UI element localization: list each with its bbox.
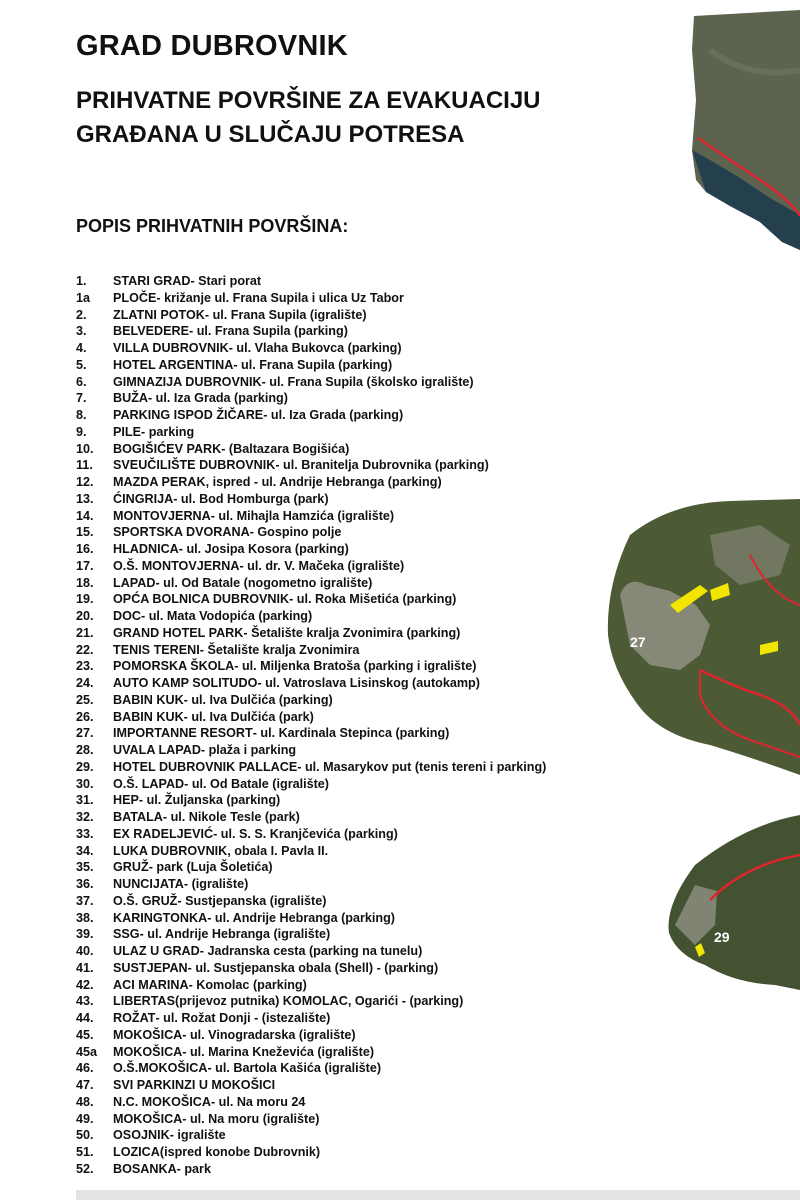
- item-number: 36.: [76, 877, 94, 891]
- list-item: [76, 273, 546, 290]
- item-name: O.Š. LAPAD: [113, 776, 185, 791]
- item-number: 51.: [76, 1145, 94, 1159]
- item-name: TENIS TERENI: [113, 642, 200, 657]
- item-location: - križanje ul. Frana Supila i ulica Uz Tabor: [156, 290, 404, 305]
- item-number: 16.: [76, 542, 94, 556]
- item-number: 48.: [76, 1094, 94, 1109]
- item-name: BABIN KUK: [113, 709, 184, 724]
- item-name: PARKING ISPOD ŽIČARE: [113, 408, 264, 422]
- item-name: VILLA DUBROVNIK: [113, 341, 229, 355]
- item-number: 1a: [76, 290, 91, 305]
- item-number: 29.: [76, 759, 94, 774]
- item-location: - ul. S. S. Kranjčevića (parking): [213, 826, 398, 841]
- list-item: [76, 926, 546, 943]
- item-location: - ul. Sustjepanska obala (Shell) - (parking): [187, 960, 439, 975]
- item-location: - ul. Andrije Hebranga (parking): [207, 910, 395, 925]
- item-name: BOGIŠIĆEV PARK: [113, 441, 222, 456]
- list-item: [76, 474, 546, 491]
- item-number: 49.: [76, 1111, 94, 1126]
- map-label-29: 29: [714, 929, 730, 945]
- item-number: 38.: [76, 910, 94, 925]
- item-name: MOKOŠICA: [113, 1027, 183, 1042]
- item-location: (prijevoz putnika) KOMOLAC, Ogarići - (parking): [175, 994, 464, 1009]
- item-number: 34.: [76, 843, 94, 858]
- item-name: AUTO KAMP SOLITUDO: [113, 676, 258, 690]
- item-name: HEP: [113, 793, 139, 808]
- item-location: - Sustjepanska (igralište): [177, 893, 327, 908]
- item-number: 41.: [76, 960, 94, 975]
- item-location: - ul. Frana Supila (školsko igralište): [261, 374, 474, 389]
- item-name: POMORSKA ŠKOLA: [113, 659, 235, 674]
- list-item: [76, 910, 546, 927]
- item-location: - ul. Mata Vodopića (parking): [141, 609, 313, 623]
- item-name: GRUŽ: [113, 860, 149, 875]
- item-name: BATALA: [113, 810, 163, 824]
- item-location: - ul. Od Batale (nogometno igralište): [155, 575, 373, 590]
- list-item: [76, 625, 546, 642]
- item-location: - ul. Frana Supila (parking): [189, 324, 348, 339]
- map-label-27: 27: [630, 634, 646, 650]
- item-location: - ul. Frana Supila (igralište): [204, 307, 367, 322]
- item-location: - ul. Kardinala Stepinca (parking): [252, 726, 450, 741]
- item-name: OPĆA BOLNICA DUBROVNIK: [113, 592, 290, 607]
- item-location: , ispred - ul. Andrije Hebranga (parking): [205, 475, 442, 489]
- item-name: MOKOŠICA: [113, 1044, 183, 1059]
- item-number: 12.: [76, 475, 94, 489]
- item-name: KARINGTONKA: [113, 910, 208, 925]
- list-item: [76, 1010, 546, 1027]
- evacuation-area-list: [76, 273, 546, 1178]
- list-item: [76, 407, 546, 424]
- item-number: 31.: [76, 793, 94, 808]
- item-name: LUKA DUBROVNIK: [113, 843, 228, 858]
- list-item: [76, 374, 546, 391]
- item-number: 50.: [76, 1128, 94, 1143]
- item-number: 10.: [76, 441, 94, 456]
- item-number: 24.: [76, 676, 94, 690]
- item-name: BELVEDERE: [113, 324, 190, 339]
- item-number: 4.: [76, 341, 87, 355]
- list-item: [76, 658, 546, 675]
- item-location: - ul. Iva Dulčića (park): [183, 709, 314, 724]
- item-location: - ul. Josipa Kosora (parking): [178, 542, 349, 556]
- list-item: [76, 893, 546, 910]
- map-fragment-top: [690, 10, 800, 250]
- item-number: 45a: [76, 1044, 98, 1059]
- list-item: [76, 642, 546, 659]
- list-item: [76, 742, 546, 759]
- item-name: LOZICA: [113, 1145, 160, 1159]
- item-name: MAZDA PERAK: [113, 475, 206, 489]
- item-number: 22.: [76, 642, 94, 657]
- list-item: [76, 457, 546, 474]
- map-fragment-babin-kuk: [655, 815, 800, 990]
- item-name: BUŽA: [113, 391, 148, 406]
- list-item: [76, 575, 546, 592]
- item-name: EX RADELJEVIĆ: [113, 826, 214, 841]
- item-number: 43.: [76, 994, 94, 1009]
- item-location: - ul. Vatroslava Lisinskog (autokamp): [257, 676, 480, 690]
- item-location: - (Baltazara Bogišića): [221, 441, 350, 456]
- item-name: STARI GRAD: [113, 274, 191, 288]
- item-name: HOTEL DUBROVNIK PALLACE: [113, 759, 298, 774]
- item-number: 26.: [76, 709, 94, 724]
- list-item: [76, 1144, 546, 1161]
- item-name: LAPAD: [113, 575, 156, 590]
- list-item: [76, 1060, 546, 1077]
- item-location: - ul. Frana Supila (parking): [233, 357, 393, 372]
- item-location: - Gospino polje: [249, 525, 342, 540]
- item-number: 17.: [76, 558, 94, 573]
- item-number: 14.: [76, 508, 94, 523]
- item-name: MONTOVJERNA: [113, 508, 211, 523]
- list-item: [76, 977, 546, 994]
- item-location: - plaža i parking: [200, 743, 297, 757]
- item-number: 13.: [76, 491, 94, 506]
- item-location: - ul. Roka Mišetića (parking): [289, 592, 457, 607]
- item-location: - ul. Miljenka Bratoša (parking i igralište): [234, 659, 477, 674]
- item-number: 44.: [76, 1011, 94, 1025]
- item-name: SVI PARKINZI U MOKOŠICI: [113, 1078, 276, 1092]
- list-item: [76, 524, 546, 541]
- list-item: [76, 960, 546, 977]
- item-location: - Jadranska cesta (parking na tunelu): [199, 944, 423, 958]
- item-name: IMPORTANNE RESORT: [113, 726, 253, 741]
- list-item: [76, 826, 546, 843]
- item-location: - ul. Andrije Hebranga (igralište): [139, 927, 331, 942]
- item-location: - ul. Vlaha Bukovca (parking): [228, 341, 402, 355]
- list-item: [76, 323, 546, 340]
- list-item: [76, 357, 546, 374]
- item-number: 23.: [76, 659, 94, 674]
- item-location: - ul. Marina Kneževića (igralište): [182, 1044, 375, 1059]
- list-item: [76, 508, 546, 525]
- list-item: [76, 809, 546, 826]
- list-item: [76, 792, 546, 809]
- item-name: HLADNICA: [113, 542, 179, 556]
- item-location: - ul. Žuljanska (parking): [138, 793, 281, 808]
- item-name: GRAND HOTEL PARK: [113, 625, 244, 640]
- item-location: - ul. Od Batale (igralište): [184, 776, 329, 791]
- list-item: [76, 1161, 546, 1178]
- item-location: - (igralište): [183, 877, 249, 891]
- item-name: DOC: [113, 609, 141, 623]
- item-number: 1.: [76, 274, 87, 288]
- list-item: [76, 290, 546, 307]
- list-item: [76, 876, 546, 893]
- item-location: - ul. Bod Homburga (park): [173, 491, 329, 506]
- item-name: GIMNAZIJA DUBROVNIK: [113, 374, 262, 389]
- list-item: [76, 1077, 546, 1094]
- item-name: SVEUČILIŠTE DUBROVNIK: [113, 458, 276, 473]
- item-number: 42.: [76, 977, 94, 992]
- item-number: 6.: [76, 374, 87, 389]
- item-name: ROŽAT: [113, 1011, 156, 1025]
- item-location: - ul. Rožat Donji - (istezalište): [155, 1011, 331, 1025]
- list-item: [76, 993, 546, 1010]
- list-item: [76, 859, 546, 876]
- item-name: LIBERTAS: [113, 994, 176, 1009]
- page-title: GRAD DUBROVNIK: [76, 30, 348, 62]
- item-number: 32.: [76, 810, 94, 824]
- item-location: - ul. Nikole Tesle (park): [162, 810, 300, 824]
- item-location: - ul. Vinogradarska (igralište): [182, 1027, 356, 1042]
- list-item: [76, 491, 546, 508]
- item-location: - ul. Iza Grada (parking): [263, 408, 404, 422]
- item-number: 3.: [76, 324, 87, 339]
- item-location: - park: [176, 1161, 211, 1176]
- item-location: - ul. Masarykov put (tenis tereni i parking): [297, 759, 547, 774]
- item-number: 15.: [76, 525, 94, 540]
- item-location: - ul. Na moru 24: [210, 1094, 306, 1109]
- item-number: 25.: [76, 692, 94, 707]
- item-name: ĆINGRIJA: [113, 491, 174, 506]
- item-location: - Komolac (parking): [188, 977, 307, 992]
- item-location: - Šetalište kralja Zvonimira: [199, 642, 360, 657]
- list-item: [76, 340, 546, 357]
- item-number: 33.: [76, 826, 94, 841]
- item-location: - ul. Iza Grada (parking): [147, 391, 288, 406]
- list-item: [76, 675, 546, 692]
- item-name: O.Š. MONTOVJERNA: [113, 558, 240, 573]
- item-location: - ul. Iva Dulčića (parking): [183, 692, 333, 707]
- list-item: [76, 558, 546, 575]
- item-number: 45.: [76, 1027, 94, 1042]
- list-item: [76, 1044, 546, 1061]
- item-number: 35.: [76, 860, 94, 875]
- item-name: ZLATNI POTOK: [113, 307, 205, 322]
- item-location: (ispred konobe Dubrovnik): [159, 1145, 321, 1159]
- list-item: [76, 725, 546, 742]
- item-name: O.Š.MOKOŠICA: [113, 1061, 208, 1076]
- item-name: BABIN KUK: [113, 692, 184, 707]
- item-name: HOTEL ARGENTINA: [113, 357, 234, 372]
- item-number: 19.: [76, 592, 94, 607]
- item-number: 37.: [76, 893, 94, 908]
- item-location: - ul. dr. V. Mačeka (igralište): [239, 558, 405, 573]
- list-item: [76, 1127, 546, 1144]
- list-item: [76, 692, 546, 709]
- list-item: [76, 591, 546, 608]
- footer-band: [76, 1190, 800, 1200]
- item-number: 8.: [76, 408, 87, 422]
- list-item: [76, 541, 546, 558]
- subtitle-line-1: PRIHVATNE POVRŠINE ZA EVAKUACIJU: [76, 87, 541, 114]
- list-item: [76, 441, 546, 458]
- item-name: ULAZ U GRAD: [113, 944, 200, 958]
- item-number: 40.: [76, 944, 94, 958]
- item-number: 2.: [76, 307, 87, 322]
- item-name: SUSTJEPAN: [113, 960, 188, 975]
- list-item: [76, 943, 546, 960]
- item-number: 27.: [76, 726, 94, 741]
- item-number: 46.: [76, 1061, 94, 1076]
- item-name: O.Š. GRUŽ: [113, 893, 178, 908]
- item-name: SSG: [113, 927, 140, 942]
- item-number: 9.: [76, 424, 87, 439]
- item-number: 30.: [76, 776, 94, 791]
- list-item: [76, 843, 546, 860]
- item-location: - ul. Bartola Kašića (igralište): [207, 1061, 382, 1076]
- list-item: [76, 759, 546, 776]
- page-subtitle: [76, 84, 676, 152]
- list-item: [76, 1027, 546, 1044]
- list-item: [76, 424, 546, 441]
- list-item: [76, 776, 546, 793]
- item-location: - Stari porat: [190, 274, 262, 288]
- item-name: SPORTSKA DVORANA: [113, 525, 250, 540]
- item-name: PLOČE: [113, 290, 157, 305]
- subtitle-line-2: GRAĐANA U SLUČAJU POTRESA: [76, 121, 465, 148]
- item-name: N.C. MOKOŠICA: [113, 1094, 211, 1109]
- list-item: [76, 709, 546, 726]
- list-item: [76, 307, 546, 324]
- item-location: - ul. Branitelja Dubrovnika (parking): [275, 458, 489, 473]
- item-number: 11.: [76, 458, 93, 473]
- item-location: , obala I. Pavla II.: [227, 843, 329, 858]
- item-location: - Šetalište kralja Zvonimira (parking): [243, 625, 461, 640]
- item-number: 28.: [76, 743, 94, 757]
- item-name: BOSANKA: [113, 1161, 177, 1176]
- item-number: 39.: [76, 927, 94, 942]
- item-number: 21.: [76, 625, 94, 640]
- list-heading: POPIS PRIHVATNIH POVRŠINA:: [76, 216, 349, 236]
- list-item: [76, 390, 546, 407]
- item-number: 47.: [76, 1078, 94, 1092]
- item-number: 20.: [76, 609, 94, 623]
- item-name: NUNCIJATA: [113, 877, 184, 891]
- item-number: 5.: [76, 357, 87, 372]
- item-number: 7.: [76, 391, 87, 406]
- list-item: [76, 1111, 546, 1128]
- item-location: - ul. Mihajla Hamzića (igralište): [210, 508, 395, 523]
- list-item: [76, 608, 546, 625]
- item-name: ACI MARINA: [113, 977, 189, 992]
- item-name: MOKOŠICA: [113, 1111, 183, 1126]
- item-number: 52.: [76, 1161, 94, 1176]
- item-location: - parking: [141, 424, 195, 439]
- item-number: 18.: [76, 575, 94, 590]
- item-location: - park (Luja Šoletića): [148, 860, 273, 875]
- item-location: - igralište: [169, 1128, 226, 1143]
- list-item: [76, 1094, 546, 1111]
- item-name: UVALA LAPAD: [113, 743, 201, 757]
- item-name: PILE: [113, 424, 141, 439]
- item-location: - ul. Na moru (igralište): [182, 1111, 320, 1126]
- item-name: OSOJNIK: [113, 1128, 170, 1143]
